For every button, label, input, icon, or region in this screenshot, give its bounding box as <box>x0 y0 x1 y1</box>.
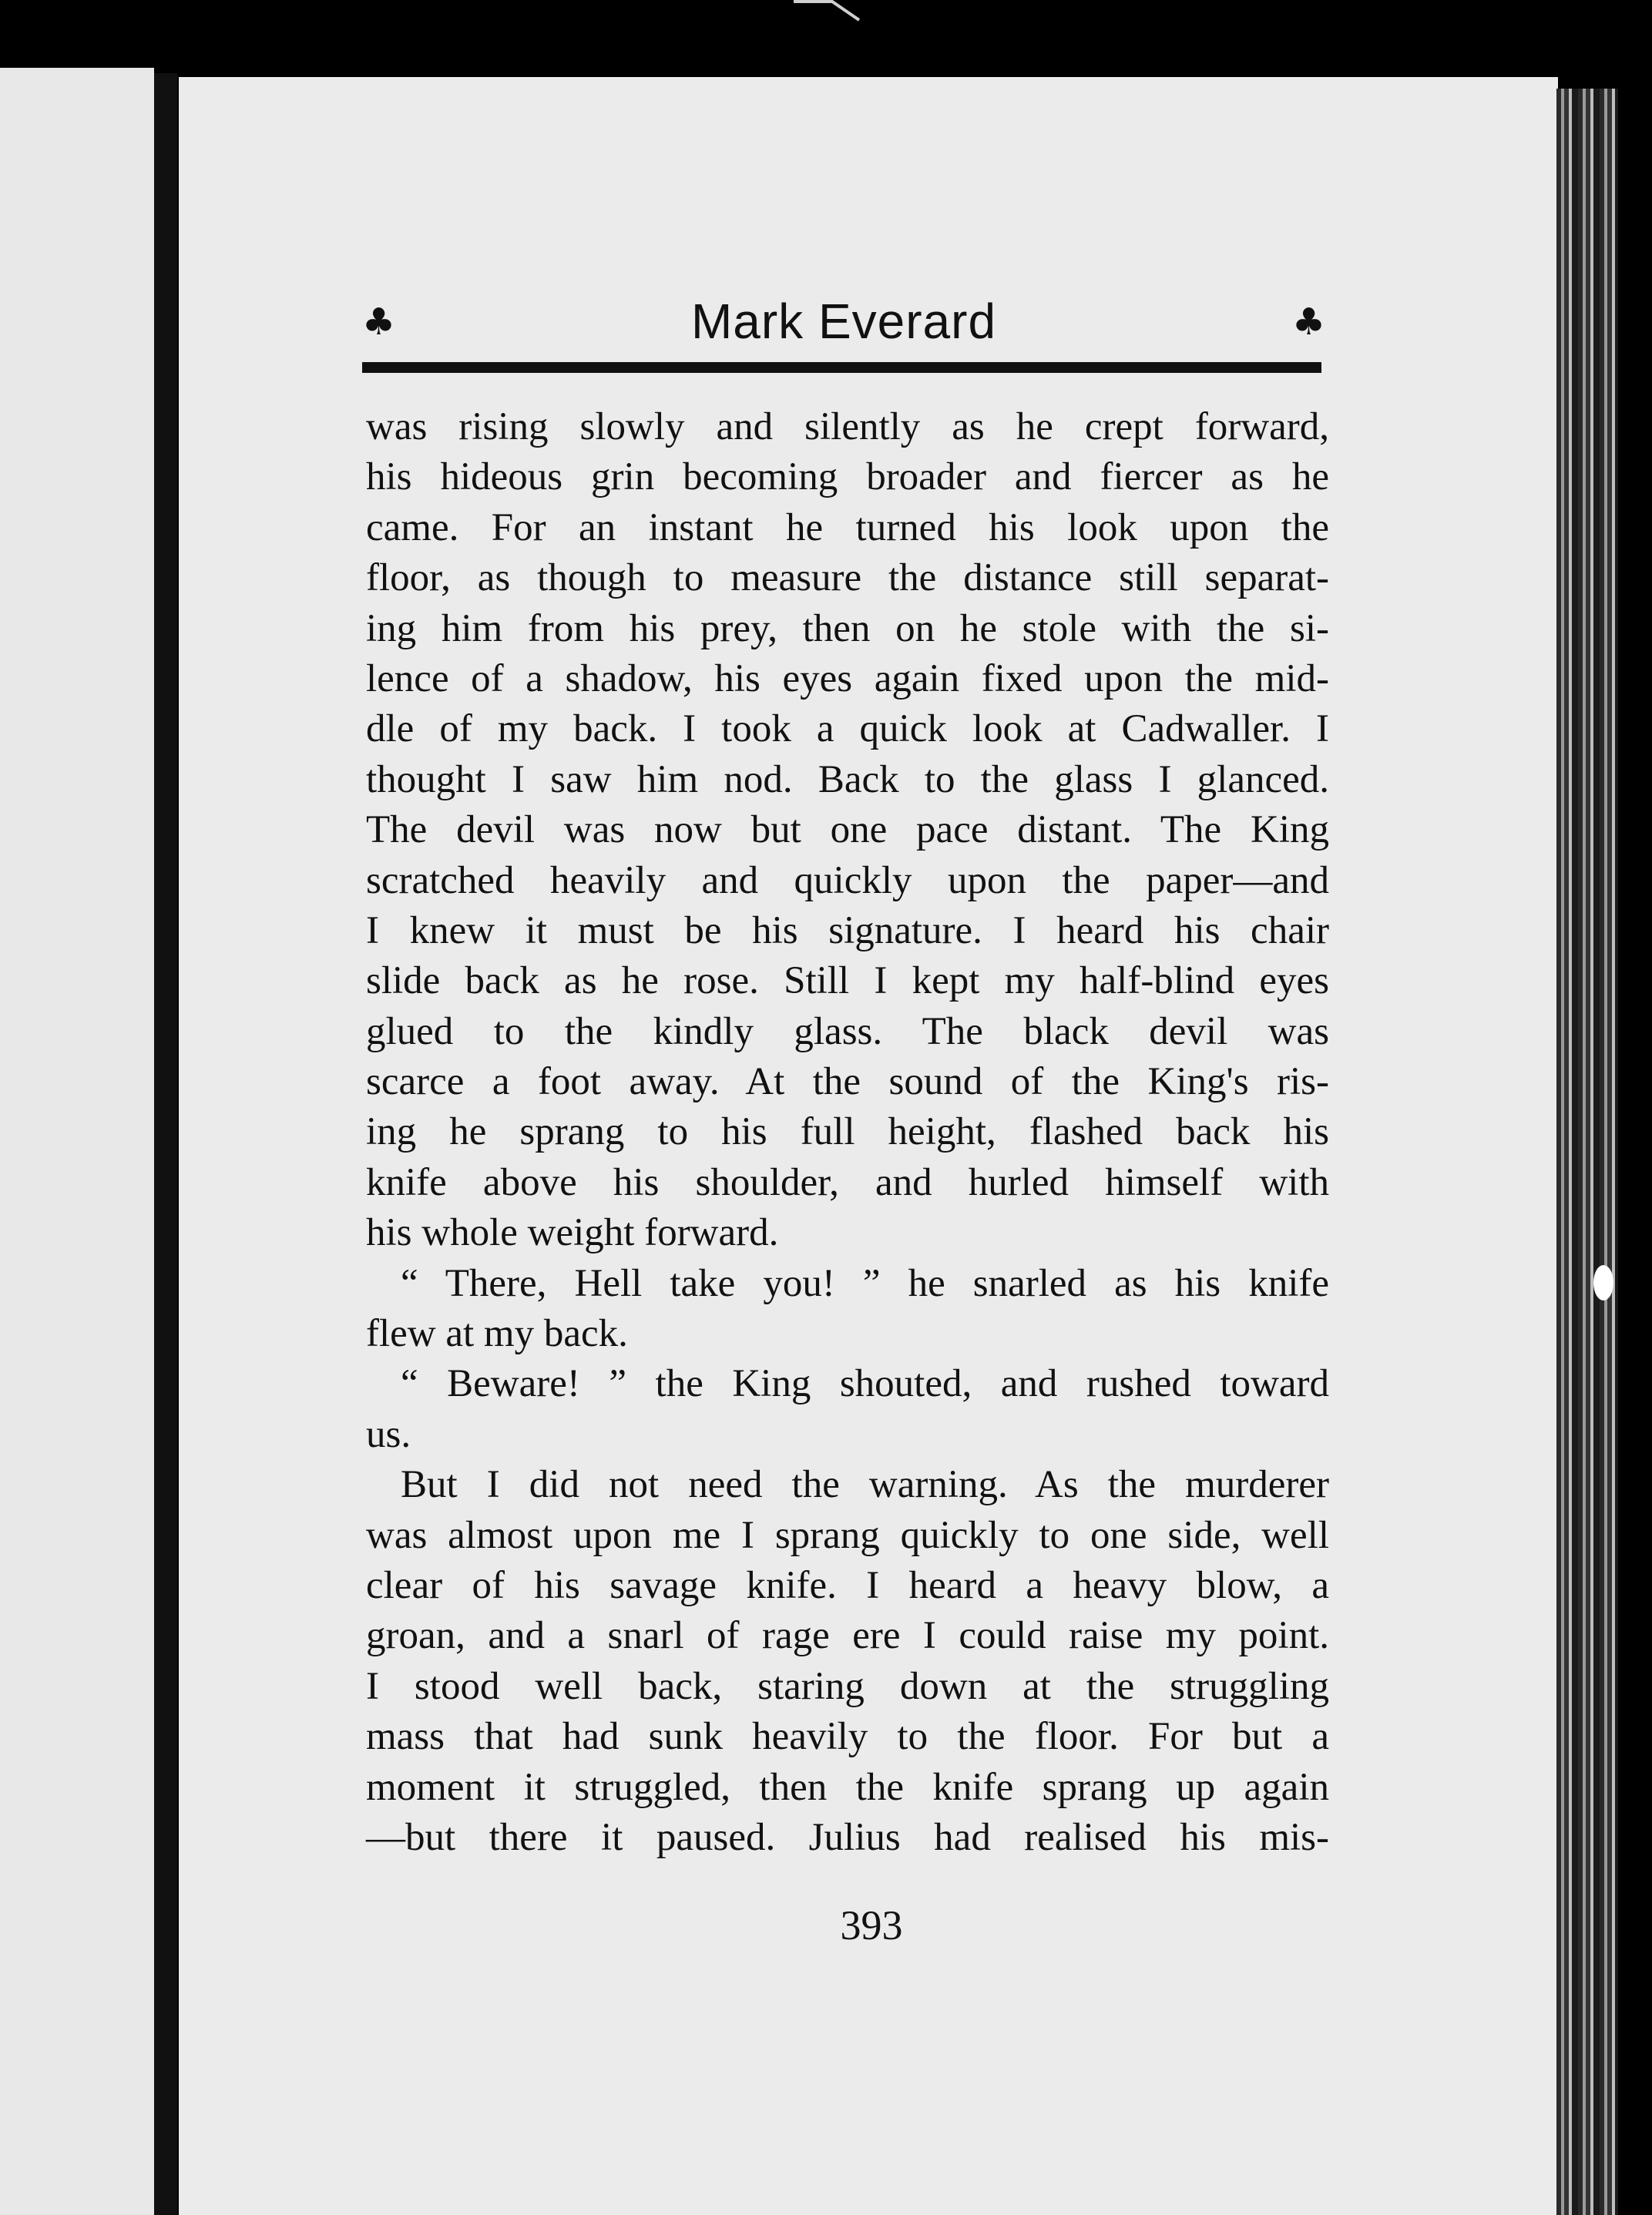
text-line: clear of his savage knife. I heard a heavy blow, a <box>366 1563 1329 1607</box>
text-line: The devil was now but one pace distant. The King <box>366 808 1329 852</box>
club-ornament-icon: ♣ <box>1291 300 1325 344</box>
running-title: Mark Everard <box>690 294 997 349</box>
body-text <box>366 402 1329 1863</box>
text-line: —but there it paused. Julius had realised his mis- <box>366 1815 1329 1859</box>
text-line: But I did not need the warning. As the murderer <box>401 1463 1329 1507</box>
page-stack-edges <box>1556 89 1618 2215</box>
text-line: ing he sprang to his full height, flashed back his <box>366 1110 1329 1154</box>
text-line: floor, as though to measure the distance still separat- <box>366 556 1329 600</box>
text-line: mass that had sunk heavily to the floor. For but a <box>366 1715 1329 1759</box>
text-line: his hideous grin becoming broader and fiercer as he <box>366 455 1329 499</box>
text-line: thought I saw him nod. Back to the glass I glanced. <box>366 757 1329 801</box>
text-line: “ Beware! ” the King shouted, and rushed toward <box>401 1362 1329 1406</box>
book-gutter <box>154 73 177 2215</box>
text-line: scratched heavily and quickly upon the paper—and <box>366 858 1329 902</box>
scan-speck <box>1593 1265 1613 1300</box>
club-ornament-icon: ♣ <box>362 300 396 344</box>
running-head <box>362 293 1325 354</box>
text-line: came. For an instant he turned his look upon the <box>366 505 1329 549</box>
text-line: his whole weight forward. <box>366 1211 779 1255</box>
text-line: I stood well back, staring down at the struggling <box>366 1664 1329 1708</box>
facing-page-edge <box>0 68 154 2215</box>
text-line: “ There, Hell take you! ” he snarled as his knife <box>401 1261 1329 1305</box>
text-line: glued to the kindly glass. The black devil was <box>366 1009 1329 1053</box>
text-line: lence of a shadow, his eyes again fixed upon the mid- <box>366 656 1329 700</box>
text-line: moment it struggled, then the knife sprang up again <box>366 1765 1329 1809</box>
text-line: dle of my back. I took a quick look at Cadwaller. I <box>366 707 1329 751</box>
header-rule <box>362 362 1321 373</box>
text-line: I knew it must be his signature. I heard his chair <box>366 908 1329 952</box>
text-line: groan, and a snarl of rage ere I could raise my point. <box>366 1614 1329 1658</box>
text-line: scarce a foot away. At the sound of the King's ris- <box>366 1060 1329 1104</box>
text-line: was almost upon me I sprang quickly to one side, well <box>366 1513 1329 1557</box>
scan-artifact-mark <box>786 0 878 23</box>
text-line: flew at my back. <box>366 1312 628 1356</box>
text-line: knife above his shoulder, and hurled himself with <box>366 1160 1329 1204</box>
text-line: ing him from his prey, then on he stole with the si- <box>366 606 1329 650</box>
text-line: was rising slowly and silently as he crept forward, <box>366 405 1329 448</box>
text-line: slide back as he rose. Still I kept my half-blind eyes <box>366 959 1329 1003</box>
page-number: 393 <box>840 1902 903 1948</box>
text-line: us. <box>366 1412 411 1456</box>
